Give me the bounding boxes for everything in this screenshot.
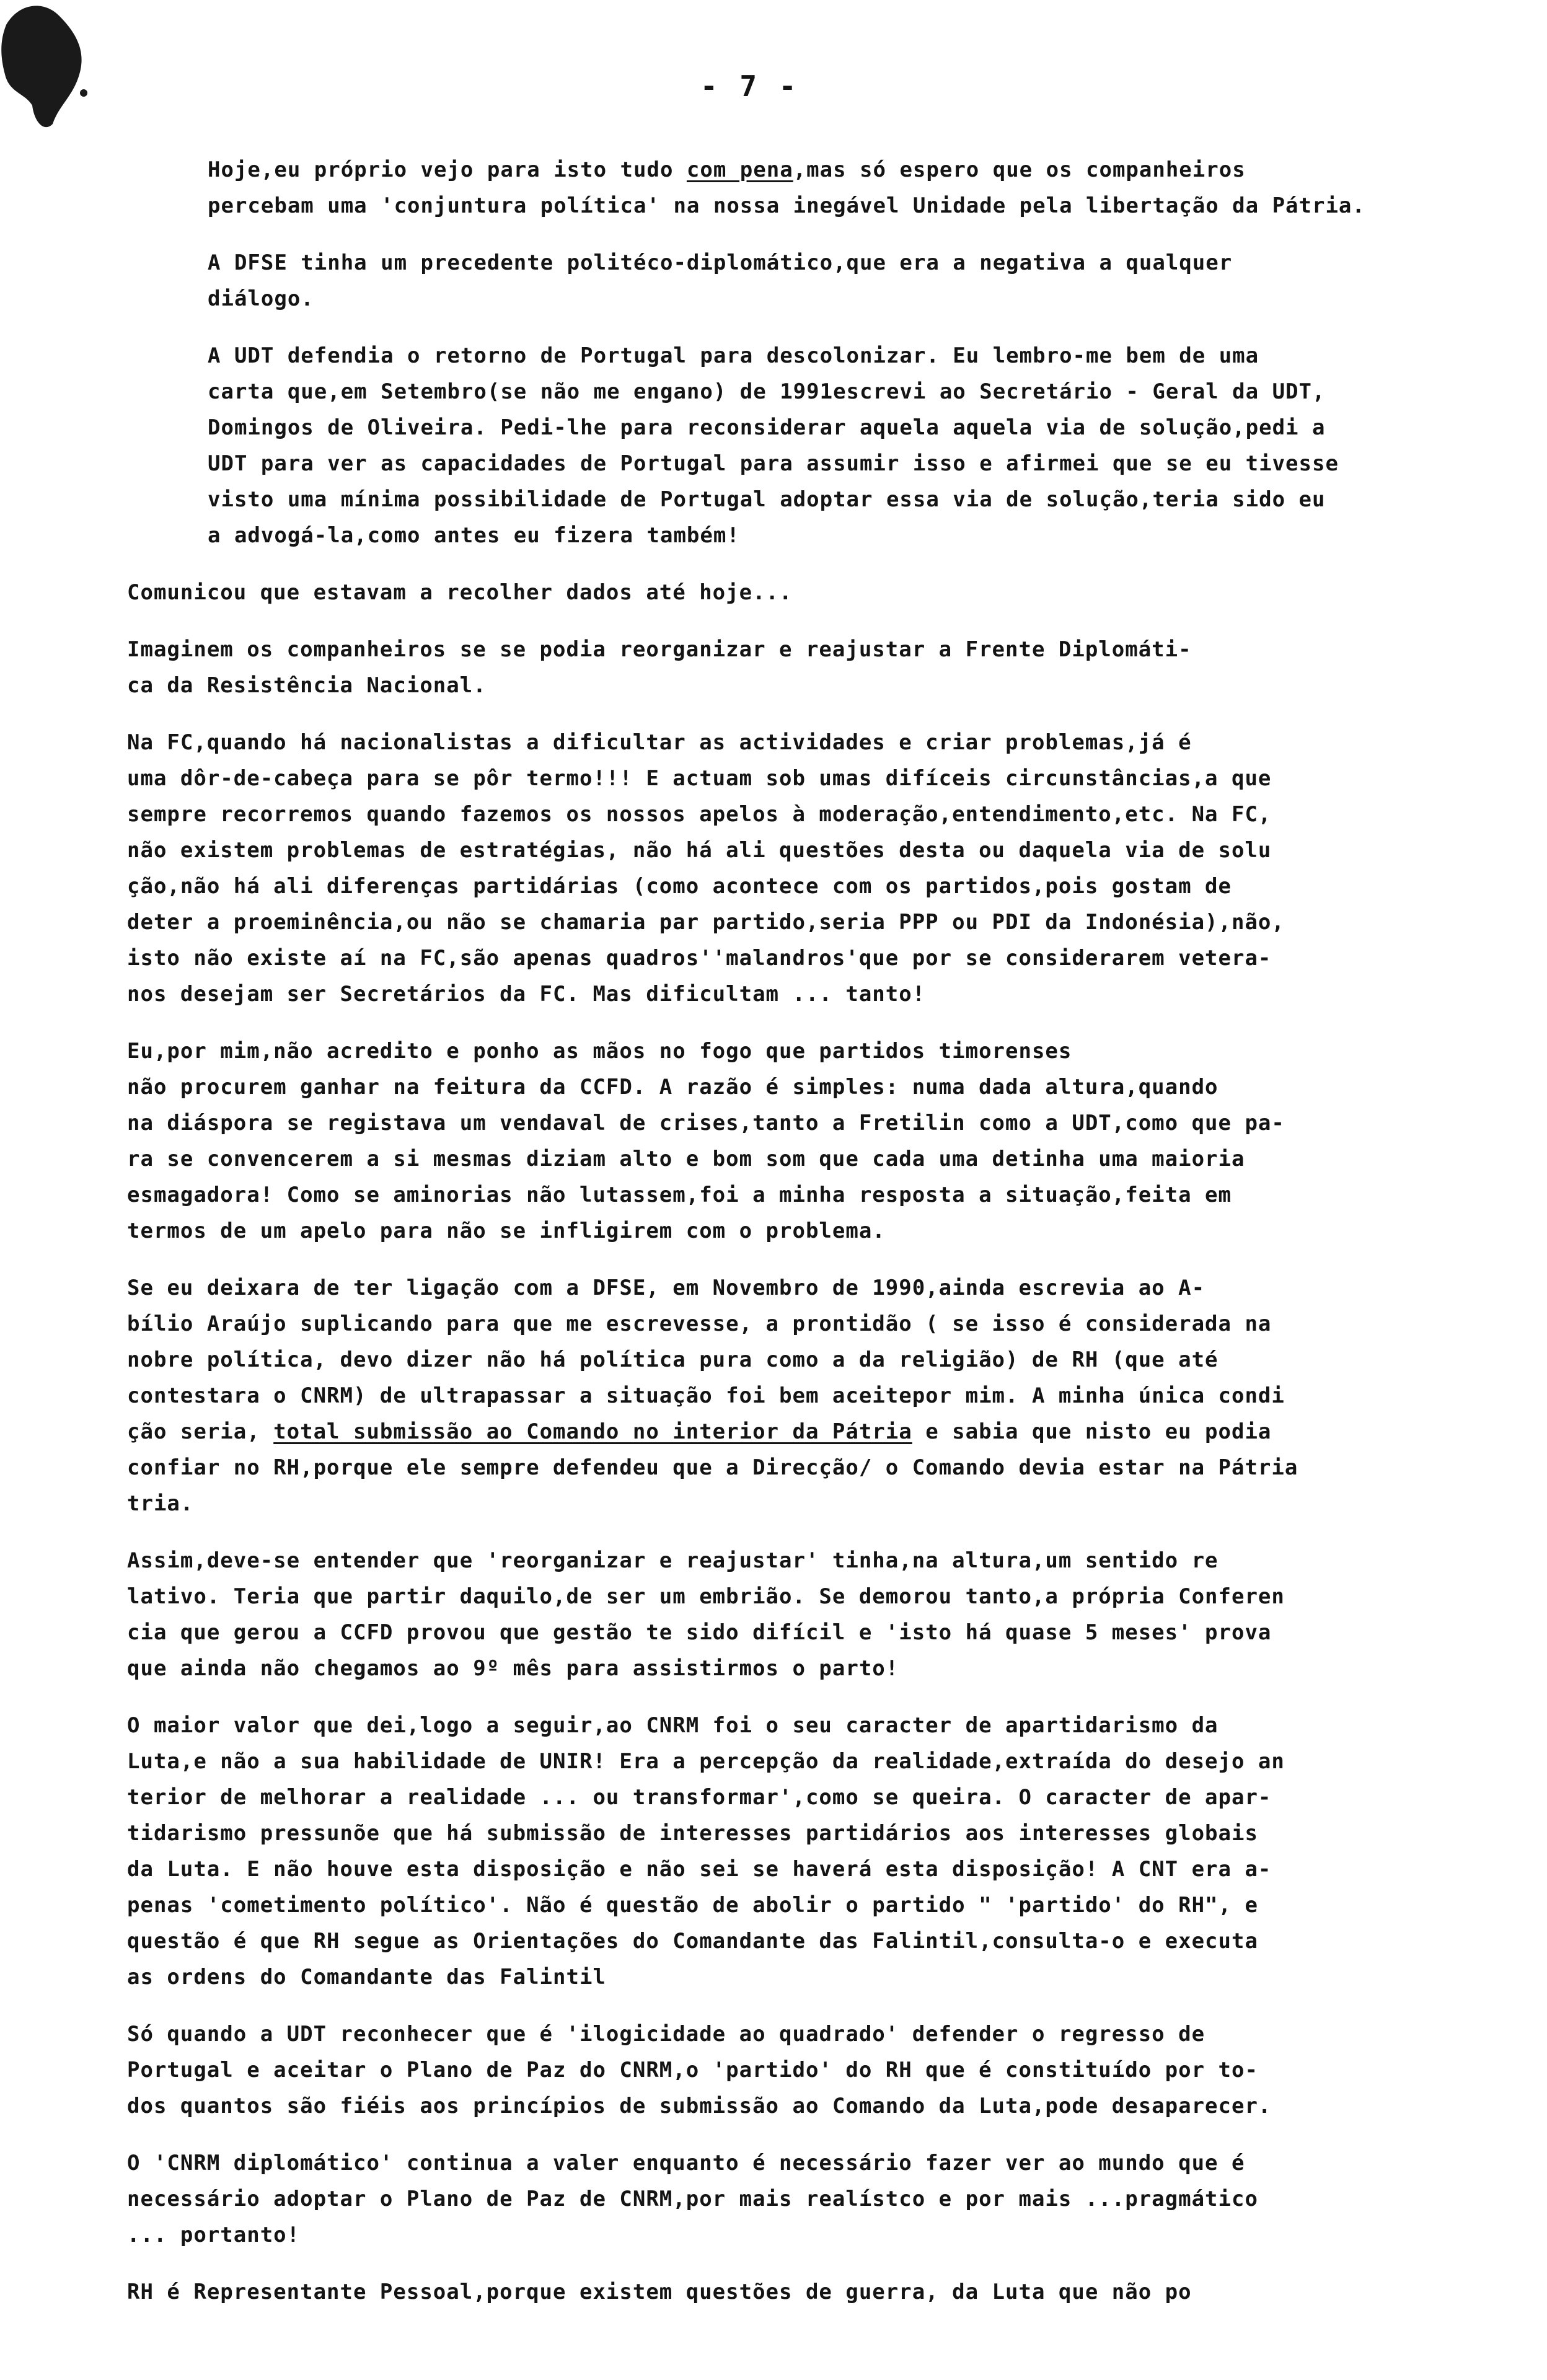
text-line (127, 1069, 1447, 1105)
text-line (127, 1579, 1447, 1615)
text-line (127, 1486, 1447, 1522)
text-line (127, 832, 1447, 868)
text-segment: A DFSE tinha um precedente politéco-diplomático,que era a negativa a qualquer (208, 250, 1233, 275)
text-line (127, 518, 1447, 553)
text-line (127, 632, 1447, 668)
text-line (127, 868, 1447, 904)
text-line (127, 1923, 1447, 1959)
text-segment: deter a proeminência,ou não se chamaria par partido,seria PPP ou PDI da Indonésia),não, (127, 910, 1285, 935)
text-segment: Luta,e não a sua habilidade de UNIR! Era a percepção da realidade,extraída do desejo an (127, 1749, 1285, 1774)
text-line (127, 2217, 1447, 2253)
text-segment: contestara o CNRM) de ultrapassar a situação foi bem aceitepor mim. A minha única condi (127, 1383, 1285, 1408)
text-line (127, 940, 1447, 976)
text-line (127, 2274, 1447, 2310)
text-line (127, 245, 1447, 281)
ink-blot-mark (0, 0, 93, 133)
text-line (127, 1213, 1447, 1249)
text-segment: não existem problemas de estratégias, não há ali questões desta ou daquela via de solu (127, 838, 1272, 863)
text-line (127, 2088, 1447, 2124)
text-segment: O maior valor que dei,logo a seguir,ao CNRM foi o seu caracter de apartidarismo da (127, 1713, 1219, 1738)
text-segment: na diáspora se registava um vendaval de crises,tanto a Fretilin como a UDT,como que pa- (127, 1111, 1285, 1135)
text-segment: ca da Resistência Nacional. (127, 673, 487, 698)
text-segment: diálogo. (208, 286, 314, 311)
document-body (127, 152, 1447, 2331)
text-line (127, 796, 1447, 832)
text-line (127, 904, 1447, 940)
text-line (127, 1851, 1447, 1887)
text-segment: confiar no RH,porque ele sempre defendeu que a Direcção/ o Comando devia estar na Pátria (127, 1455, 1298, 1480)
text-segment: a advogá-la,como antes eu fizera também! (208, 523, 740, 548)
text-line (127, 446, 1447, 482)
text-segment: ,mas só espero que os companheiros (793, 157, 1246, 182)
paragraph (127, 152, 1447, 224)
text-segment: esmagadora! Como se aminorias não lutassem,foi a minha resposta a situação,feita em (127, 1183, 1232, 1207)
text-segment: RH é Representante Pessoal,porque existem questões de guerra, da Luta que não po (127, 2280, 1192, 2304)
text-segment: Portugal e aceitar o Plano de Paz do CNRM,o 'partido' do RH que é constituído por to- (127, 2058, 1258, 2082)
text-segment: lativo. Teria que partir daquilo,de ser um embrião. Se demorou tanto,a própria Conferen (127, 1584, 1285, 1609)
page-number: - 7 - (700, 69, 799, 103)
text-line (127, 482, 1447, 518)
paragraph (127, 1270, 1447, 1522)
text-segment: percebam uma 'conjuntura política' na nossa inegável Unidade pela libertação da Pátria. (208, 193, 1365, 218)
paragraph (127, 1543, 1447, 1686)
paragraph (127, 1708, 1447, 1995)
text-line (127, 1342, 1447, 1378)
text-line (127, 1743, 1447, 1779)
text-line (127, 1306, 1447, 1342)
text-line (127, 760, 1447, 796)
text-segment: dos quantos são fiéis aos princípios de submissão ao Comando da Luta,pode desaparecer. (127, 2094, 1272, 2118)
text-line (127, 152, 1447, 188)
text-line (127, 410, 1447, 446)
paragraph (127, 1033, 1447, 1249)
paragraph (127, 2016, 1447, 2124)
text-segment: Eu,por mim,não acredito e ponho as mãos no fogo que partidos timorenses (127, 1039, 1072, 1064)
text-line (127, 1815, 1447, 1851)
text-segment: isto não existe aí na FC,são apenas quadros''malandros'que por se considerarem vetera- (127, 946, 1272, 971)
text-segment: visto uma mínima possibilidade de Portugal adoptar essa via de solução,teria sido eu (208, 487, 1326, 512)
text-line (127, 1615, 1447, 1651)
paragraph (127, 575, 1447, 610)
text-segment: Assim,deve-se entender que 'reorganizar e reajustar' tinha,na altura,um sentido re (127, 1548, 1219, 1573)
text-line (127, 976, 1447, 1012)
text-line (127, 1887, 1447, 1923)
underlined-text: total submissão ao Comando no interior da Pátria (273, 1419, 912, 1444)
paragraph (127, 2145, 1447, 2253)
text-line (127, 338, 1447, 374)
text-segment: carta que,em Setembro(se não me engano) de 1991escrevi ao Secretário - Geral da UDT, (208, 379, 1326, 404)
text-segment: tria. (127, 1491, 194, 1516)
paragraph (127, 245, 1447, 317)
paragraph (127, 725, 1447, 1012)
text-segment: Comunicou que estavam a recolher dados até hoje... (127, 580, 793, 605)
text-segment: A UDT defendia o retorno de Portugal para descolonizar. Eu lembro-me bem de uma (208, 343, 1259, 368)
text-line (127, 1414, 1447, 1450)
text-segment: terior de melhorar a realidade ... ou transformar',como se queira. O caracter de apar- (127, 1785, 1272, 1810)
paragraph (127, 632, 1447, 703)
text-segment: nos desejam ser Secretários da FC. Mas dificultam ... tanto! (127, 982, 926, 1007)
text-segment: ... portanto! (127, 2223, 301, 2247)
text-line (127, 1177, 1447, 1213)
text-segment: ra se convencerem a si mesmas diziam alto e bom som que cada uma detinha uma maioria (127, 1147, 1245, 1171)
text-segment: bílio Araújo suplicando para que me escrevesse, a prontidão ( se isso é considerada na (127, 1311, 1272, 1336)
text-line (127, 374, 1447, 410)
text-line (127, 1708, 1447, 1743)
text-segment: cia que gerou a CCFD provou que gestão te sido difícil e 'isto há quase 5 meses' prova (127, 1620, 1272, 1645)
text-segment: ção,não há ali diferenças partidárias (como acontece com os partidos,pois gostam de (127, 874, 1232, 899)
text-line (127, 2052, 1447, 2088)
text-segment: uma dôr-de-cabeça para se pôr termo!!! E actuam sob umas difíceis circunstâncias,a que (127, 766, 1272, 791)
text-line (127, 575, 1447, 610)
text-segment: da Luta. E não houve esta disposição e não sei se haverá esta disposição! A CNT era a- (127, 1857, 1272, 1882)
text-line (127, 2016, 1447, 2052)
text-segment: nobre política, devo dizer não há política pura como a da religião) de RH (que até (127, 1347, 1219, 1372)
text-segment: ção seria, (127, 1419, 274, 1444)
text-segment: Domingos de Oliveira. Pedi-lhe para reconsiderar aquela aquela via de solução,pedi a (208, 415, 1326, 440)
text-segment: necessário adoptar o Plano de Paz de CNRM,por mais realístco e por mais ...pragmático (127, 2187, 1258, 2211)
text-segment: termos de um apelo para não se infligirem com o problema. (127, 1219, 886, 1243)
text-line (127, 1651, 1447, 1686)
text-segment: penas 'cometimento político'. Não é questão de abolir o partido " 'partido' do RH", e (127, 1893, 1258, 1918)
text-line (127, 1105, 1447, 1141)
underlined-text: com pena (686, 157, 793, 182)
text-segment: não procurem ganhar na feitura da CCFD. A razão é simples: numa dada altura,quando (127, 1075, 1219, 1100)
text-segment: Se eu deixara de ter ligação com a DFSE, em Novembro de 1990,ainda escrevia ao A- (127, 1276, 1205, 1300)
text-line (127, 725, 1447, 760)
text-segment: Hoje,eu próprio vejo para isto tudo (208, 157, 687, 182)
paragraph (127, 2274, 1447, 2310)
text-segment: que ainda não chegamos ao 9º mês para assistirmos o parto! (127, 1656, 899, 1681)
text-segment: Na FC,quando há nacionalistas a dificultar as actividades e criar problemas,já é (127, 730, 1192, 755)
text-segment: UDT para ver as capacidades de Portugal para assumir isso e afirmei que se eu tivesse (208, 451, 1339, 476)
text-line (127, 1378, 1447, 1414)
text-segment: questão é que RH segue as Orientações do Comandante das Falintil,consulta-o e executa (127, 1929, 1258, 1954)
text-line (127, 1270, 1447, 1306)
text-line (127, 2145, 1447, 2181)
text-segment: e sabia que nisto eu podia (912, 1419, 1272, 1444)
text-line (127, 668, 1447, 703)
text-line (127, 1450, 1447, 1486)
text-segment: sempre recorremos quando fazemos os nossos apelos à moderação,entendimento,etc. Na FC, (127, 802, 1272, 827)
text-line (127, 188, 1447, 224)
text-line (127, 1033, 1447, 1069)
text-segment: O 'CNRM diplomático' continua a valer enquanto é necessário fazer ver ao mundo que é (127, 2151, 1245, 2175)
text-segment: as ordens do Comandante das Falintil (127, 1965, 606, 1990)
text-line (127, 1141, 1447, 1177)
text-segment: tidarismo pressunõe que há submissão de interesses partidários aos interesses globais (127, 1821, 1258, 1846)
text-line (127, 1779, 1447, 1815)
text-line (127, 281, 1447, 317)
paragraph (127, 338, 1447, 553)
text-segment: Só quando a UDT reconhecer que é 'ilogicidade ao quadrado' defender o regresso de (127, 2022, 1205, 2047)
text-line (127, 1959, 1447, 1995)
text-line (127, 2181, 1447, 2217)
text-segment: Imaginem os companheiros se se podia reorganizar e reajustar a Frente Diplomáti- (127, 637, 1192, 662)
text-line (127, 1543, 1447, 1579)
